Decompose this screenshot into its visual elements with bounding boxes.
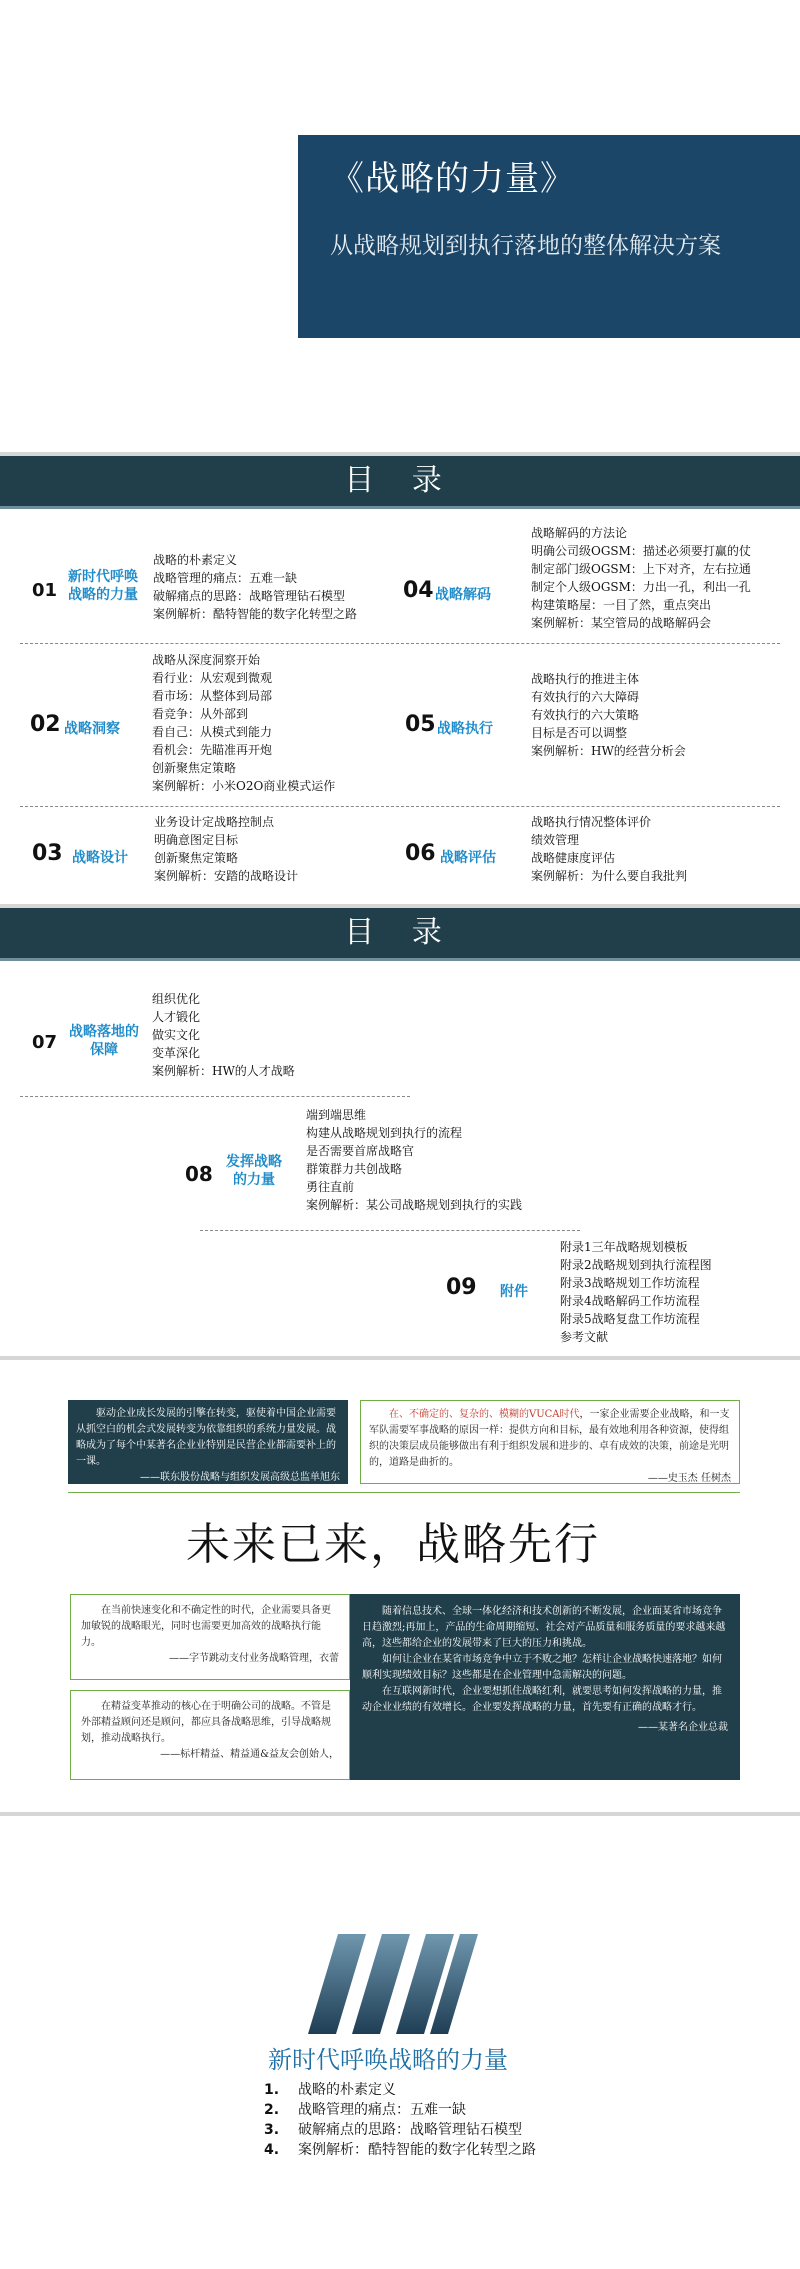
list-item: 战略健康度评估: [531, 851, 616, 865]
section-05-items: [531, 670, 686, 760]
section-03-number: 03: [32, 841, 63, 866]
list-item: 看行业：从宏观到微观: [152, 671, 273, 685]
list-item: 勇往直前: [306, 1180, 355, 1194]
quote-box-2: 在、不确定的、复杂的、模糊的VUCA时代，一家企业需要企业战略，和一支军队需要军事战略的原因一样：提供方向和目标，最有效地利用各种资源，使得组织的决策层成员能够做出有利于组织发展和进步的、卓有成效的决策，前途是光明的，道路是曲折的。 ——史玉杰 任树杰: [360, 1400, 740, 1484]
section-03-items: [154, 813, 298, 885]
list-item: 看自己：从模式到能力: [152, 725, 273, 739]
list-item: 附录3战略规划工作坊流程: [560, 1276, 700, 1290]
list-item: 明确意图定目标: [154, 833, 239, 847]
part-list: [264, 2080, 536, 2160]
list-item: 案例解析：HW的经营分析会: [531, 744, 686, 758]
cover-title: 《战略的力量》: [330, 159, 575, 199]
toc-header: 目 录: [0, 908, 800, 958]
list-item: 1. 战略的朴素定义: [264, 2082, 396, 2098]
section-07-title: 战略落地的 保障: [69, 1024, 139, 1058]
section-02-title: 战略洞察: [64, 721, 120, 737]
section-08-number: 08: [185, 1162, 213, 1186]
list-item: 附录4战略解码工作坊流程: [560, 1294, 700, 1308]
cover-subtitle: 从战略规划到执行落地的整体解决方案: [330, 233, 721, 259]
list-item: 案例解析：安踏的战略设计: [154, 869, 299, 883]
list-item: 业务设计定战略控制点: [154, 815, 275, 829]
section-06-number: 06: [405, 841, 436, 866]
section-04-items: [531, 524, 751, 632]
section-09-items: [560, 1238, 712, 1346]
list-item: 战略执行的推进主体: [531, 672, 640, 686]
list-item: 破解痛点的思路：战略管理钻石模型: [153, 589, 346, 603]
section-01-title: 新时代呼唤 战略的力量: [68, 569, 138, 603]
section-06-items: [531, 813, 687, 885]
list-item: 看竞争：从外部到: [152, 707, 249, 721]
section-09-title: 附件: [500, 1284, 528, 1300]
part-slide-1: [0, 1816, 800, 2269]
list-item: 看市场：从整体到局部: [152, 689, 273, 703]
list-item: 有效执行的六大策略: [531, 708, 640, 722]
divider: [20, 1096, 410, 1097]
list-item: 战略从深度洞察开始: [152, 653, 261, 667]
section-01-items: [153, 551, 357, 623]
list-item: 组织优化: [152, 992, 201, 1006]
list-item: 是否需要首席战略官: [306, 1144, 415, 1158]
list-item: 案例解析：某空管局的战略解码会: [531, 616, 712, 630]
quote-box-3: 在当前快速变化和不确定性的时代，企业需要具备更加敏锐的战略眼光，同时也需要更加高效的战略执行能力。 ——字节跳动支付业务战略管理，衣蕾: [70, 1594, 350, 1680]
section-01-number: 01: [32, 580, 58, 601]
list-item: 战略解码的方法论: [531, 526, 628, 540]
section-07-items: [152, 990, 295, 1080]
list-item: 创新聚焦定策略: [152, 761, 237, 775]
section-08-items: [306, 1106, 522, 1214]
section-04-number: 04: [403, 578, 434, 603]
list-item: 3. 破解痛点的思路：战略管理钻石模型: [264, 2122, 522, 2138]
list-item: 附录1三年战略规划模板: [560, 1240, 688, 1254]
toc-slide-2: [0, 908, 800, 1356]
part-title: 新时代呼唤战略的力量: [268, 2046, 508, 2074]
section-09-number: 09: [446, 1275, 477, 1300]
list-item: 战略执行情况整体评价: [531, 815, 652, 829]
parallelogram-logo-icon: [308, 1934, 478, 2034]
toc-header: 目 录: [0, 456, 800, 506]
list-item: 创新聚焦定策略: [154, 851, 239, 865]
quotes-slide: [0, 1360, 800, 1812]
section-04-title: 战略解码: [435, 587, 491, 603]
list-item: 端到端思维: [306, 1108, 367, 1122]
quote-box-4: 随着信息技术、全球一体化经济和技术创新的不断发展，企业面某省市场竞争日趋激烈;再加上，产品的生命周期缩短、社会对产品质量和服务质量的要求越来越高，这些都给企业的发展带来了巨大的压力和挑战。 如何让企业在某省市场竞争中立于不败之地？怎样让企业战略快速落地？如何顺利实现绩效目标？这些都是在企业管理中急需解决的问题。 在互联网新时代，企业要想抓住战略红利，就要思考如何发挥战略的力量，推动企业业绩的有效增长。企业要发挥战略的力量，首先要有正确的战略才行。 ——某著名企业总裁: [350, 1594, 740, 1780]
list-item: 明确公司级OGSM：描述必须要打赢的仗: [531, 544, 751, 558]
section-05-title: 战略执行: [437, 721, 493, 737]
toc-header-line: [0, 958, 800, 961]
list-item: 看机会：先瞄准再开炮: [152, 743, 273, 757]
list-item: 案例解析：HW的人才战略: [152, 1064, 295, 1078]
list-item: 战略的朴素定义: [153, 553, 238, 567]
section-08-title: 发挥战略 的力量: [226, 1154, 282, 1188]
section-02-number: 02: [30, 712, 61, 737]
divider: [68, 1492, 740, 1493]
section-07-number: 07: [32, 1032, 58, 1053]
list-item: 2. 战略管理的痛点：五难一缺: [264, 2102, 466, 2118]
section-02-items: [152, 651, 335, 795]
section-05-number: 05: [405, 712, 436, 737]
list-item: 4. 案例解析：酷特智能的数字化转型之路: [264, 2142, 536, 2158]
list-item: 附录2战略规划到执行流程图: [560, 1258, 712, 1272]
list-item: 构建策略屋：一目了然，重点突出: [531, 598, 712, 612]
list-item: 目标是否可以调整: [531, 726, 628, 740]
list-item: 做实文化: [152, 1028, 201, 1042]
section-06-title: 战略评估: [440, 850, 496, 866]
list-item: 附录5战略复盘工作坊流程: [560, 1312, 700, 1326]
list-item: 有效执行的六大障碍: [531, 690, 640, 704]
divider: [20, 643, 780, 644]
toc-slide-1: [0, 456, 800, 904]
list-item: 案例解析：为什么要自我批判: [531, 869, 688, 883]
list-item: 制定部门级OGSM：上下对齐，左右拉通: [531, 562, 751, 576]
main-title: 未来已来，战略先行: [186, 1519, 600, 1570]
list-item: 绩效管理: [531, 833, 580, 847]
list-item: 案例解析：酷特智能的数字化转型之路: [153, 607, 358, 621]
section-03-title: 战略设计: [72, 850, 128, 866]
divider: [20, 806, 780, 807]
list-item: 案例解析：小米O2O商业模式运作: [152, 779, 336, 793]
list-item: 构建从战略规划到执行的流程: [306, 1126, 463, 1140]
list-item: 人才锻化: [152, 1010, 201, 1024]
quote-box-5: 在精益变革推动的核心在于明确公司的战略。不管是外部精益顾问还是顾问，都应具备战略思维，引导战略规划，推动战略执行。 ——标杆精益、精益通&益友会创始人，: [70, 1690, 350, 1780]
list-item: 群策群力共创战略: [306, 1162, 403, 1176]
cover-slide: [0, 0, 800, 452]
divider: [200, 1230, 580, 1231]
list-item: 制定个人级OGSM：力出一孔，利出一孔: [531, 580, 751, 594]
list-item: 战略管理的痛点：五难一缺: [153, 571, 298, 585]
list-item: 变革深化: [152, 1046, 201, 1060]
list-item: 参考文献: [560, 1330, 609, 1344]
quote-box-1: 驱动企业成长发展的引擎在转变，驱使着中国企业需要从抓空白的机会式发展转变为依靠组织的系统力量发展。战略成为了每个中某著名企业业特别是民营企业都需要补上的一课。 ——联东股份战略与组织发展高级总监单旭东: [68, 1400, 348, 1484]
list-item: 案例解析：某公司战略规划到执行的实践: [306, 1198, 523, 1212]
cover-title-box: [298, 135, 800, 338]
toc-header-line: [0, 506, 800, 509]
